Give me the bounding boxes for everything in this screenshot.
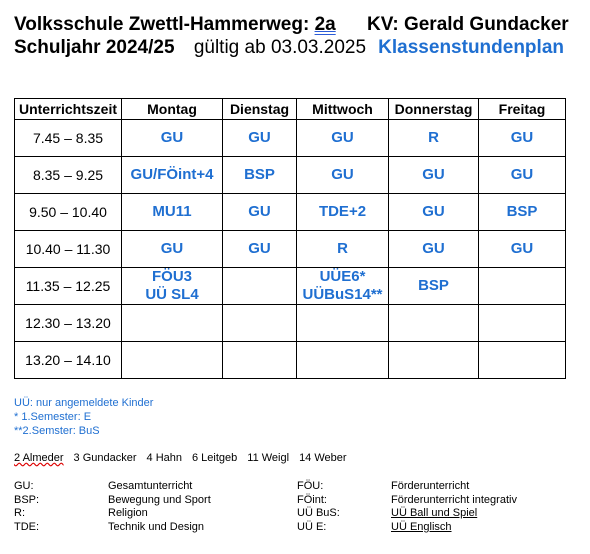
table-row <box>15 305 566 342</box>
legend-row <box>297 494 517 508</box>
legend-row <box>14 521 211 535</box>
column-header: Montag <box>122 99 223 120</box>
legend-row <box>297 507 517 521</box>
lesson-label: GU <box>248 203 271 220</box>
legend-text: Förderunterricht <box>391 480 470 492</box>
lesson-cell <box>297 120 389 157</box>
timetable <box>14 98 566 379</box>
lesson-label: GU <box>422 166 445 183</box>
lesson-cell <box>479 194 566 231</box>
lesson-label: BSP <box>244 166 275 183</box>
table-row <box>15 194 566 231</box>
lesson-label: UÜBuS14** <box>302 286 383 303</box>
note-line: * 1.Semester: E <box>14 411 92 423</box>
legend-abbr: GU: <box>14 480 34 492</box>
column-header: Freitag <box>479 99 566 120</box>
lesson-cell <box>389 231 479 268</box>
teacher-entry: 4 Hahn <box>146 452 182 464</box>
time-slot: 12.30 – 13.20 <box>15 305 122 342</box>
lesson-label: R <box>337 240 348 257</box>
teacher-entry: 14 Weber <box>299 452 347 464</box>
table-row <box>15 342 566 379</box>
legend-text: Religion <box>108 507 148 519</box>
year-heading <box>14 37 366 59</box>
lesson-label: GU <box>510 166 534 183</box>
lesson-cell <box>297 231 389 268</box>
lesson-cell <box>479 305 566 342</box>
lesson-label: GU <box>331 129 354 146</box>
table-row <box>15 120 566 157</box>
lesson-label: GU <box>248 240 271 257</box>
teacher-entry: 3 Gundacker <box>73 452 137 464</box>
lesson-cell <box>122 194 223 231</box>
lesson-cell <box>223 157 297 194</box>
legend-abbr: UÜ E: <box>297 520 327 533</box>
timetable-body <box>15 120 566 379</box>
lesson-cell <box>297 157 389 194</box>
school-heading <box>14 14 336 36</box>
lesson-label: GU/FÖint+4 <box>130 166 214 183</box>
lesson-label: GU <box>331 166 354 183</box>
legend-abbr: FÖint: <box>297 493 327 506</box>
column-header: Mittwoch <box>297 99 389 120</box>
legend-left <box>14 480 211 534</box>
lesson-cell <box>479 157 566 194</box>
note-line: **2.Semster: BuS <box>14 425 100 437</box>
lesson-label: MU11 <box>152 203 192 220</box>
time-slot: 11.35 – 12.25 <box>15 268 122 305</box>
lesson-cell <box>122 268 223 305</box>
lesson-label: R <box>428 129 439 146</box>
lesson-cell <box>389 305 479 342</box>
legend-row <box>14 480 211 494</box>
legend-right <box>297 480 517 534</box>
lesson-cell <box>389 268 479 305</box>
time-slot: 8.35 – 9.25 <box>15 157 122 194</box>
legend-row <box>14 507 211 521</box>
lesson-cell <box>122 157 223 194</box>
lesson-cell <box>122 120 223 157</box>
lesson-cell <box>389 120 479 157</box>
lesson-cell <box>223 342 297 379</box>
column-header: Unterrichtszeit <box>15 99 122 120</box>
lesson-cell <box>479 231 566 268</box>
lesson-cell <box>297 342 389 379</box>
legend-text: Gesamtunterricht <box>108 480 193 492</box>
school-year: Schuljahr 2024/25 <box>14 37 175 58</box>
legend-abbr: UÜ BuS: <box>297 507 340 519</box>
teacher-entry: 6 Leitgeb <box>192 452 238 464</box>
lesson-label: GU <box>510 240 534 257</box>
lesson-label: UÜE6* <box>319 268 366 285</box>
time-slot: 13.20 – 14.10 <box>15 342 122 379</box>
lesson-cell <box>479 342 566 379</box>
table-row <box>15 231 566 268</box>
lesson-label: FÖU3 <box>151 268 192 285</box>
lesson-cell <box>122 305 223 342</box>
legend-abbr: R: <box>14 507 25 519</box>
legend-text: UÜ Englisch <box>391 520 452 533</box>
lesson-cell <box>389 194 479 231</box>
lesson-cell <box>223 268 297 305</box>
time-slot: 10.40 – 11.30 <box>15 231 122 268</box>
lesson-cell <box>297 268 389 305</box>
lesson-cell <box>122 342 223 379</box>
lesson-cell <box>223 194 297 231</box>
legend-abbr: BSP: <box>14 493 40 506</box>
lesson-label: GU <box>510 129 534 146</box>
class-name: 2a <box>314 14 336 35</box>
legend-row <box>297 480 517 494</box>
lesson-cell <box>223 305 297 342</box>
lesson-label: TDE+2 <box>318 203 367 220</box>
lesson-cell <box>122 231 223 268</box>
timetable-header-row <box>15 99 566 120</box>
teacher-entry: 11 Weigl <box>247 452 290 464</box>
lesson-label: GU <box>422 203 445 220</box>
legend-text: Bewegung und Sport <box>108 493 211 506</box>
lesson-label: GU <box>422 240 445 257</box>
table-row <box>15 157 566 194</box>
teacher-entry: 2 Almeder <box>14 452 64 464</box>
note-line: UÜ: nur angemeldete Kinder <box>14 397 154 409</box>
lesson-label: BSP <box>506 203 538 220</box>
legend-text: Förderunterricht integrativ <box>391 493 517 506</box>
time-slot: 7.45 – 8.35 <box>15 120 122 157</box>
column-header: Dienstag <box>223 99 297 120</box>
lesson-cell <box>389 157 479 194</box>
legend-abbr: TDE: <box>14 520 40 533</box>
legend-row <box>14 494 211 508</box>
notes <box>14 396 153 438</box>
lesson-label: BSP <box>418 277 449 294</box>
legend-row <box>297 521 517 535</box>
legend-text: Technik und Design <box>108 520 205 533</box>
plan-title: Klassenstundenplan <box>378 37 564 58</box>
table-row <box>15 268 566 305</box>
lesson-cell <box>479 120 566 157</box>
school-name: Volksschule Zwettl-Hammerweg: <box>14 14 310 35</box>
legend-text: UÜ Ball und Spiel <box>391 507 478 519</box>
teacher-list <box>14 452 357 464</box>
lesson-label: GU <box>160 129 184 146</box>
column-header: Donnerstag <box>389 99 479 120</box>
lesson-cell <box>223 231 297 268</box>
lesson-label: GU <box>160 240 184 257</box>
legend-abbr: FÖU: <box>297 480 324 492</box>
lesson-cell <box>297 305 389 342</box>
lesson-cell <box>223 120 297 157</box>
class-teacher: KV: Gerald Gundacker <box>367 14 569 35</box>
valid-from: gültig ab 03.03.2025 <box>193 37 367 58</box>
lesson-cell <box>479 268 566 305</box>
lesson-cell <box>297 194 389 231</box>
lesson-label: UÜ SL4 <box>145 286 199 303</box>
time-slot: 9.50 – 10.40 <box>15 194 122 231</box>
lesson-label: GU <box>248 129 271 146</box>
lesson-cell <box>389 342 479 379</box>
